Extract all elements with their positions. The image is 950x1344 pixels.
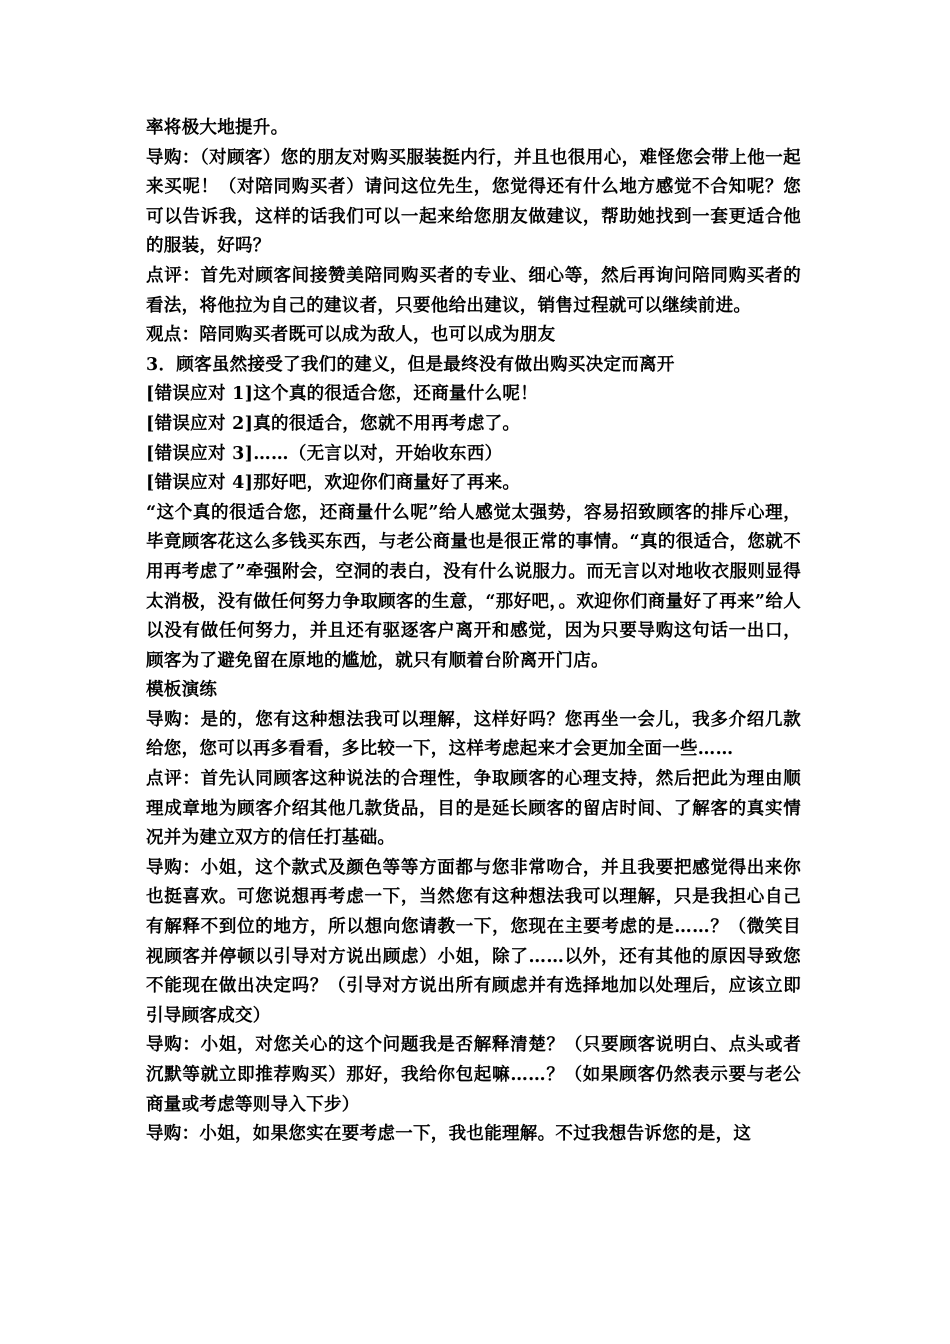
section-heading: 3．顾客虽然接受了我们的建义，但是最终没有做出购买决定而离开 bbox=[146, 354, 675, 375]
document-page bbox=[146, 114, 801, 1150]
paragraph-viewpoint: 观点：陪同购买者既可以成为敌人，也可以成为朋友 bbox=[146, 325, 556, 346]
paragraph-comment: 点评：首先认同顾客这种说法的合理性，争取顾客的心理支持，然后把此为理由顺理成章地为顾客介绍其他几款货品，目的是延长顾客的留店时间、了解客的真实情况并为建立双方的信任打基础。 bbox=[146, 769, 801, 849]
paragraph-continuation: 率将极大地提升。 bbox=[146, 118, 289, 138]
paragraph-dialogue: 导购：小姐，对您关心的这个问题我是否解释清楚？（只要顾客说明白、点头或者沉默等就立即推荐购买）那好，我给你包起嘛……？（如果顾客仍然表示要与老公商量或考虑等则导入下步） bbox=[146, 1035, 801, 1115]
paragraph-comment: 点评：首先对顾客间接赞美陪同购买者的专业、细心等，然后再询问陪同购买者的看法，将他拉为自己的建议者，只要他给出建议，销售过程就可以继续前进。 bbox=[146, 265, 801, 316]
paragraph-dialogue: 导购：小姐，如果您实在要考虑一下，我也能理解。不过我想告诉您的是，这 bbox=[146, 1124, 752, 1145]
wrong-response-1: [错误应对 1]这个真的很适合您，还商量什么呢！ bbox=[146, 384, 539, 405]
paragraph-dialogue: 导购：是的，您有这种想法我可以理解，这样好吗？您再坐一会儿，我多介绍几款给您，您可以再多看看，多比较一下，这样考虑起来才会更加全面一些…… bbox=[146, 709, 801, 760]
wrong-response-3: [错误应对 3]……（无言以对，开始收东西） bbox=[146, 443, 503, 464]
wrong-response-2: [错误应对 2]真的很适合，您就不用再考虑了。 bbox=[146, 413, 521, 434]
paragraph-dialogue: 导购：（对顾客）您的朋友对购买服装挺内行，并且也很用心，难怪您会带上他一起来买呢！（对陪同购买者）请问这位先生，您觉得还有什么地方感觉不合知呢？您可以告诉我，这样的话我们可以一起来给您朋友做建议，帮助她找到一套更适合他的服装，好吗？ bbox=[146, 147, 801, 257]
subheading-template-practice: 模板演练 bbox=[146, 680, 218, 701]
paragraph-analysis: “这个真的很适合您，还商量什么呢”给人感觉太强势，容易招致顾客的排斥心理，毕竟顾客花这么多钱买东西，与老公商量也是很正常的事情。“真的很适合，您就不用再考虑了”牵强附会，空洞的表白，没有什么说服力。而无言以对地收衣服则显得太消极，没有做任何努力争取顾客的生意，“那好吧，。欢迎你们商量好了再来”给人以没有做任何努力，并且还有驱逐客户离开和感觉，因为只要导购这句话一出口，顾客为了避免留在原地的尴尬，就只有顺着台阶离开门店。 bbox=[146, 502, 801, 671]
wrong-response-4: [错误应对 4]那好吧，欢迎你们商量好了再来。 bbox=[146, 473, 521, 494]
paragraph-dialogue: 导购：小姐，这个款式及颜色等等方面都与您非常吻合，并且我要把感觉得出来你也挺喜欢。可您说想再考虑一下，当然您有这种想法我可以理解，只是我担心自己有解释不到位的地方，所以想向您请教一下，您现在主要考虑的是……？（微笑目视顾客并停顿以引导对方说出顾虑）小姐，除了……以外，还有其他的原因导致您不能现在做出决定吗？（引导对方说出所有顾虑并有选择地加以处理后，应该立即引导顾客成交） bbox=[146, 857, 801, 1026]
